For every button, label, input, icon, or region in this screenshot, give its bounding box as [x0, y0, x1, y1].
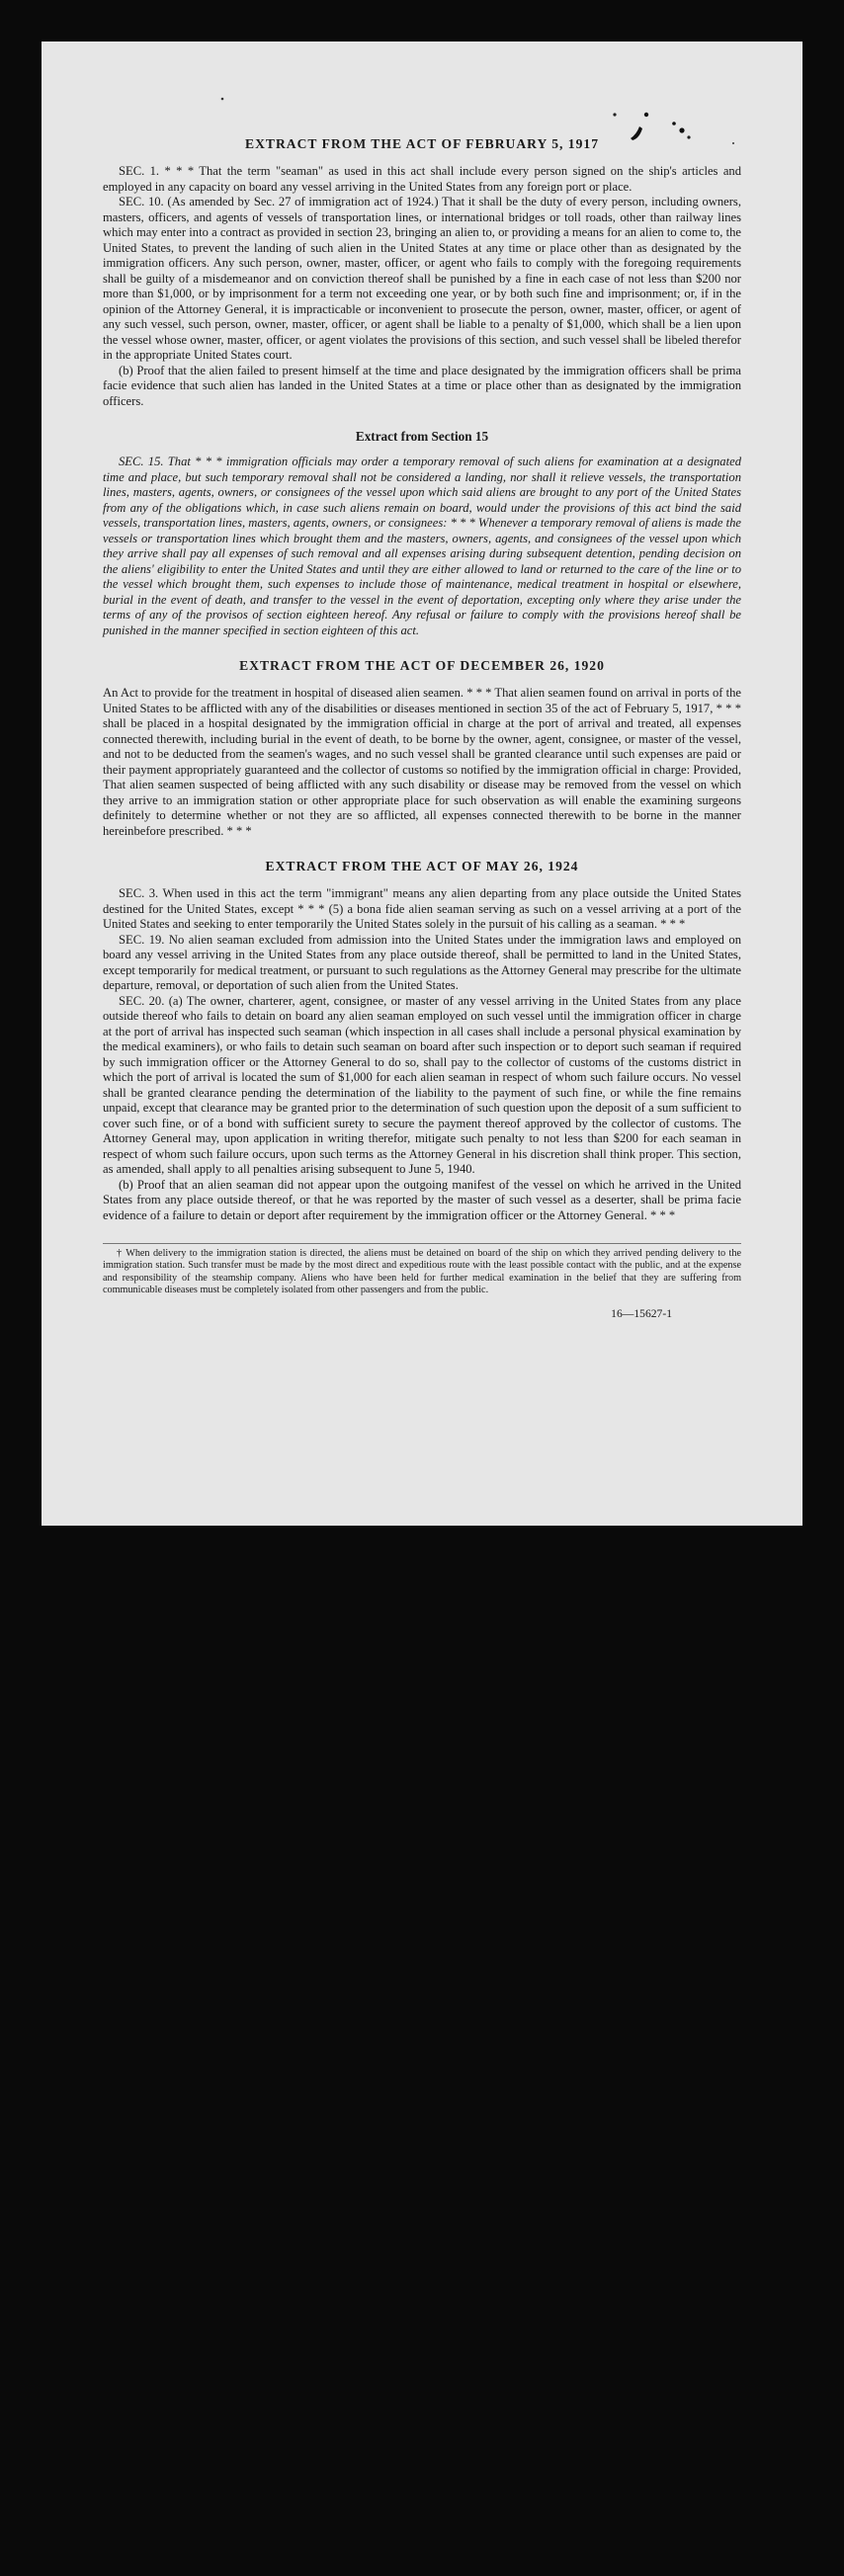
paragraph: SEC. 19. No alien seaman excluded from admission into the United States under the immigration laws and employed on board any vessel arriving in the United States from any place outside thereof, shall be permitted to land in the United States, except temporarily for medical treatment, or pursuant to such regulations as the Attorney General may prescribe for the ultimate departure, removal, or deportation of such alien from the United States.: [103, 932, 741, 992]
scan-specks: [42, 42, 802, 180]
paragraph: An Act to provide for the treatment in hospital of diseased alien seamen. * * * That alien seamen found on arrival in ports of the United States to be afflicted with any of the disabilities or diseases mentioned in section 35 of the act of February 5, 1917, * * * shall be placed in a hospital designated by the immigration official in charge at the port of arrival and treated, all expenses connected therewith, including burial in the event of death, to be borne by the owner, agent, consignee, or master of the vessel, and not to be deducted from the seamen's wages, and no such vessel shall be granted clearance until such expenses are paid or their payment appropriately guaranteed and the collector of customs so notified by the immigration official in charge: Provided, That alien seamen suspected of being afflicted with any such disability or disease may be removed from the vessel on which they arrive to an immigration station or other appropriate place for such observation as will enable the examining surgeons definitely to determine whether or not they are so afflicted, all expenses connected therewith to be borne in the manner hereinbefore prescribed. * * *: [103, 686, 741, 838]
section-extract-15: [103, 429, 741, 638]
section-heading: Extract from Section 15: [355, 429, 489, 444]
paragraph: SEC. 10. (As amended by Sec. 27 of immigration act of 1924.) That it shall be the duty of every person, including owners, masters, officers, and agents of vessels of transportation lines, or international bridges or toll roads, other than railway lines which may enter into a contract as provided in section 23, bringing an alien to, or providing a means for an alien to come to, the United States, to prevent the landing of such alien in the United States at any time or place other than as designated by the immigration officers. Any such person, owner, master, officer, or agent who fails to comply with the foregoing requirements shall be guilty of a misdemeanor and on conviction thereof shall be punished by a fine in each case of not less than $200 nor more than $1,000, or by imprisonment for a term not exceeding one year, or by both such fine and imprisonment; or, if in the opinion of the Attorney General, it is impracticable or inconvenient to prosecute the person, owner, master, officer, or agent of any such vessel, such person, owner, master, officer, or agent shall be liable to a penalty of $1,000, which shall be a lien upon the vessel whose owner, master, officer, or agent violates the provisions of this section, and such vessel shall be libeled therefor in the appropriate United States court.: [103, 195, 741, 362]
section-heading: EXTRACT FROM THE ACT OF DECEMBER 26, 1920: [239, 658, 605, 673]
form-number: 16—15627-1: [611, 1306, 672, 1320]
section-act-1924: [103, 859, 741, 1223]
paragraph: SEC. 1. * * * That the term "seaman" as used in this act shall include every person signed on the ship's articles and employed in any capacity on board any vessel arriving in the United States from any foreign port or place.: [103, 164, 741, 194]
footnote: † When delivery to the immigration station is directed, the aliens must be detained on board of the ship on which they arrived pending delivery to the immigration station. Such transfer must be made by the most direct and expeditious route with the least possible contact with the public, and at the expense and responsibility of the steamship company. Aliens who have been held for further medical examination in the belief that they are suffering from communicable diseases must be completely isolated from other passengers and from the public.: [103, 1243, 741, 1297]
section-heading: EXTRACT FROM THE ACT OF MAY 26, 1924: [265, 859, 579, 873]
paragraph: SEC. 20. (a) The owner, charterer, agent, consignee, or master of any vessel arriving in the United States from any place outside thereof who fails to detain on board any alien seaman employed on such vessel until the immigration officer in charge at the port of arrival has inspected such seaman (which inspection in all cases shall include a personal physical examination by the medical examiners), or who fails to detain such seaman on board after such inspection or to deport such seaman if required by such immigration officer or the Attorney General to do so, shall pay to the collector of customs of the customs district in which the port of arrival is located the sum of $1,000 for each alien seaman in respect of whom such failure occurs. No vessel shall be granted clearance pending the determination of the liability to the payment of such fine, or while the fine remains unpaid, except that clearance may be granted prior to the determination of such question upon the deposit of a sum sufficient to cover such fine, or of a bond with sufficient surety to secure the payment thereof approved by the collector of customs. The Attorney General may, upon application in writing therefor, mitigate such penalty to not less than $200 for each seaman in respect of whom such failure occurs, upon such terms as the Attorney General in his discretion shall think proper. This section, as amended, shall apply to all penalties arising subsequent to June 5, 1940.: [103, 993, 741, 1176]
paragraph: SEC. 3. When used in this act the term "immigrant" means any alien departing from any place outside the United States destined for the United States, except * * * (5) a bona fide alien seaman serving as such on a vessel arriving at a port of the United States and seeking to enter temporarily the United States solely in the pursuit of his calling as a seaman. * * *: [103, 886, 741, 931]
paragraph: (b) Proof that the alien failed to present himself at the time and place designated by the immigration officers shall be prima facie evidence that such alien has landed in the United States at a time or place other than as designated by the immigration officers.: [103, 363, 741, 408]
paragraph: (b) Proof that an alien seaman did not appear upon the outgoing manifest of the vessel on which he arrived in the United States from any place outside thereof, or that he was reported by the master of such vessel as a deserter, shall be prima facie evidence of a failure to detain or deport after requirement by the immigration officer or the Attorney General. * * *: [103, 1177, 741, 1222]
document-page: [42, 42, 802, 1526]
section-heading: EXTRACT FROM THE ACT OF FEBRUARY 5, 1917: [245, 136, 599, 151]
section-act-1920: [103, 658, 741, 839]
paragraph: SEC. 15. That * * * immigration officials may order a temporary removal of such aliens for examination at a designated time and place, but such temporary removal shall not be considered a landing, nor shall it relieve vessels, the transportation lines, masters, agents, owners, or consignees of the vessel upon which said aliens are brought to any port of the United States from any of the obligations which, in case such aliens remain on board, would under the provisions of this act bind the said vessels, transportation lines, masters, agents, owners, or consignees: * * * Whenever a temporary removal of aliens is made the vessels or transportation lines which brought them and the masters, owners, agents, and consignees of the vessel upon which they arrive shall pay all expenses of such removal and all expenses arising during subsequent detention, pending decision on the aliens' eligibility to enter the United States and until they are either allowed to land or returned to the care of the line or to the vessel which brought them, such expenses to include those of maintenance, medical treatment in hospital or elsewhere, burial in the event of death, and transfer to the vessel in the event of deportation, excepting only where they arise under the terms of any of the provisos of section eighteen hereof. Any refusal or failure to comply with the provisions hereof shall be punished in the manner specified in section eighteen of this act.: [103, 455, 741, 637]
